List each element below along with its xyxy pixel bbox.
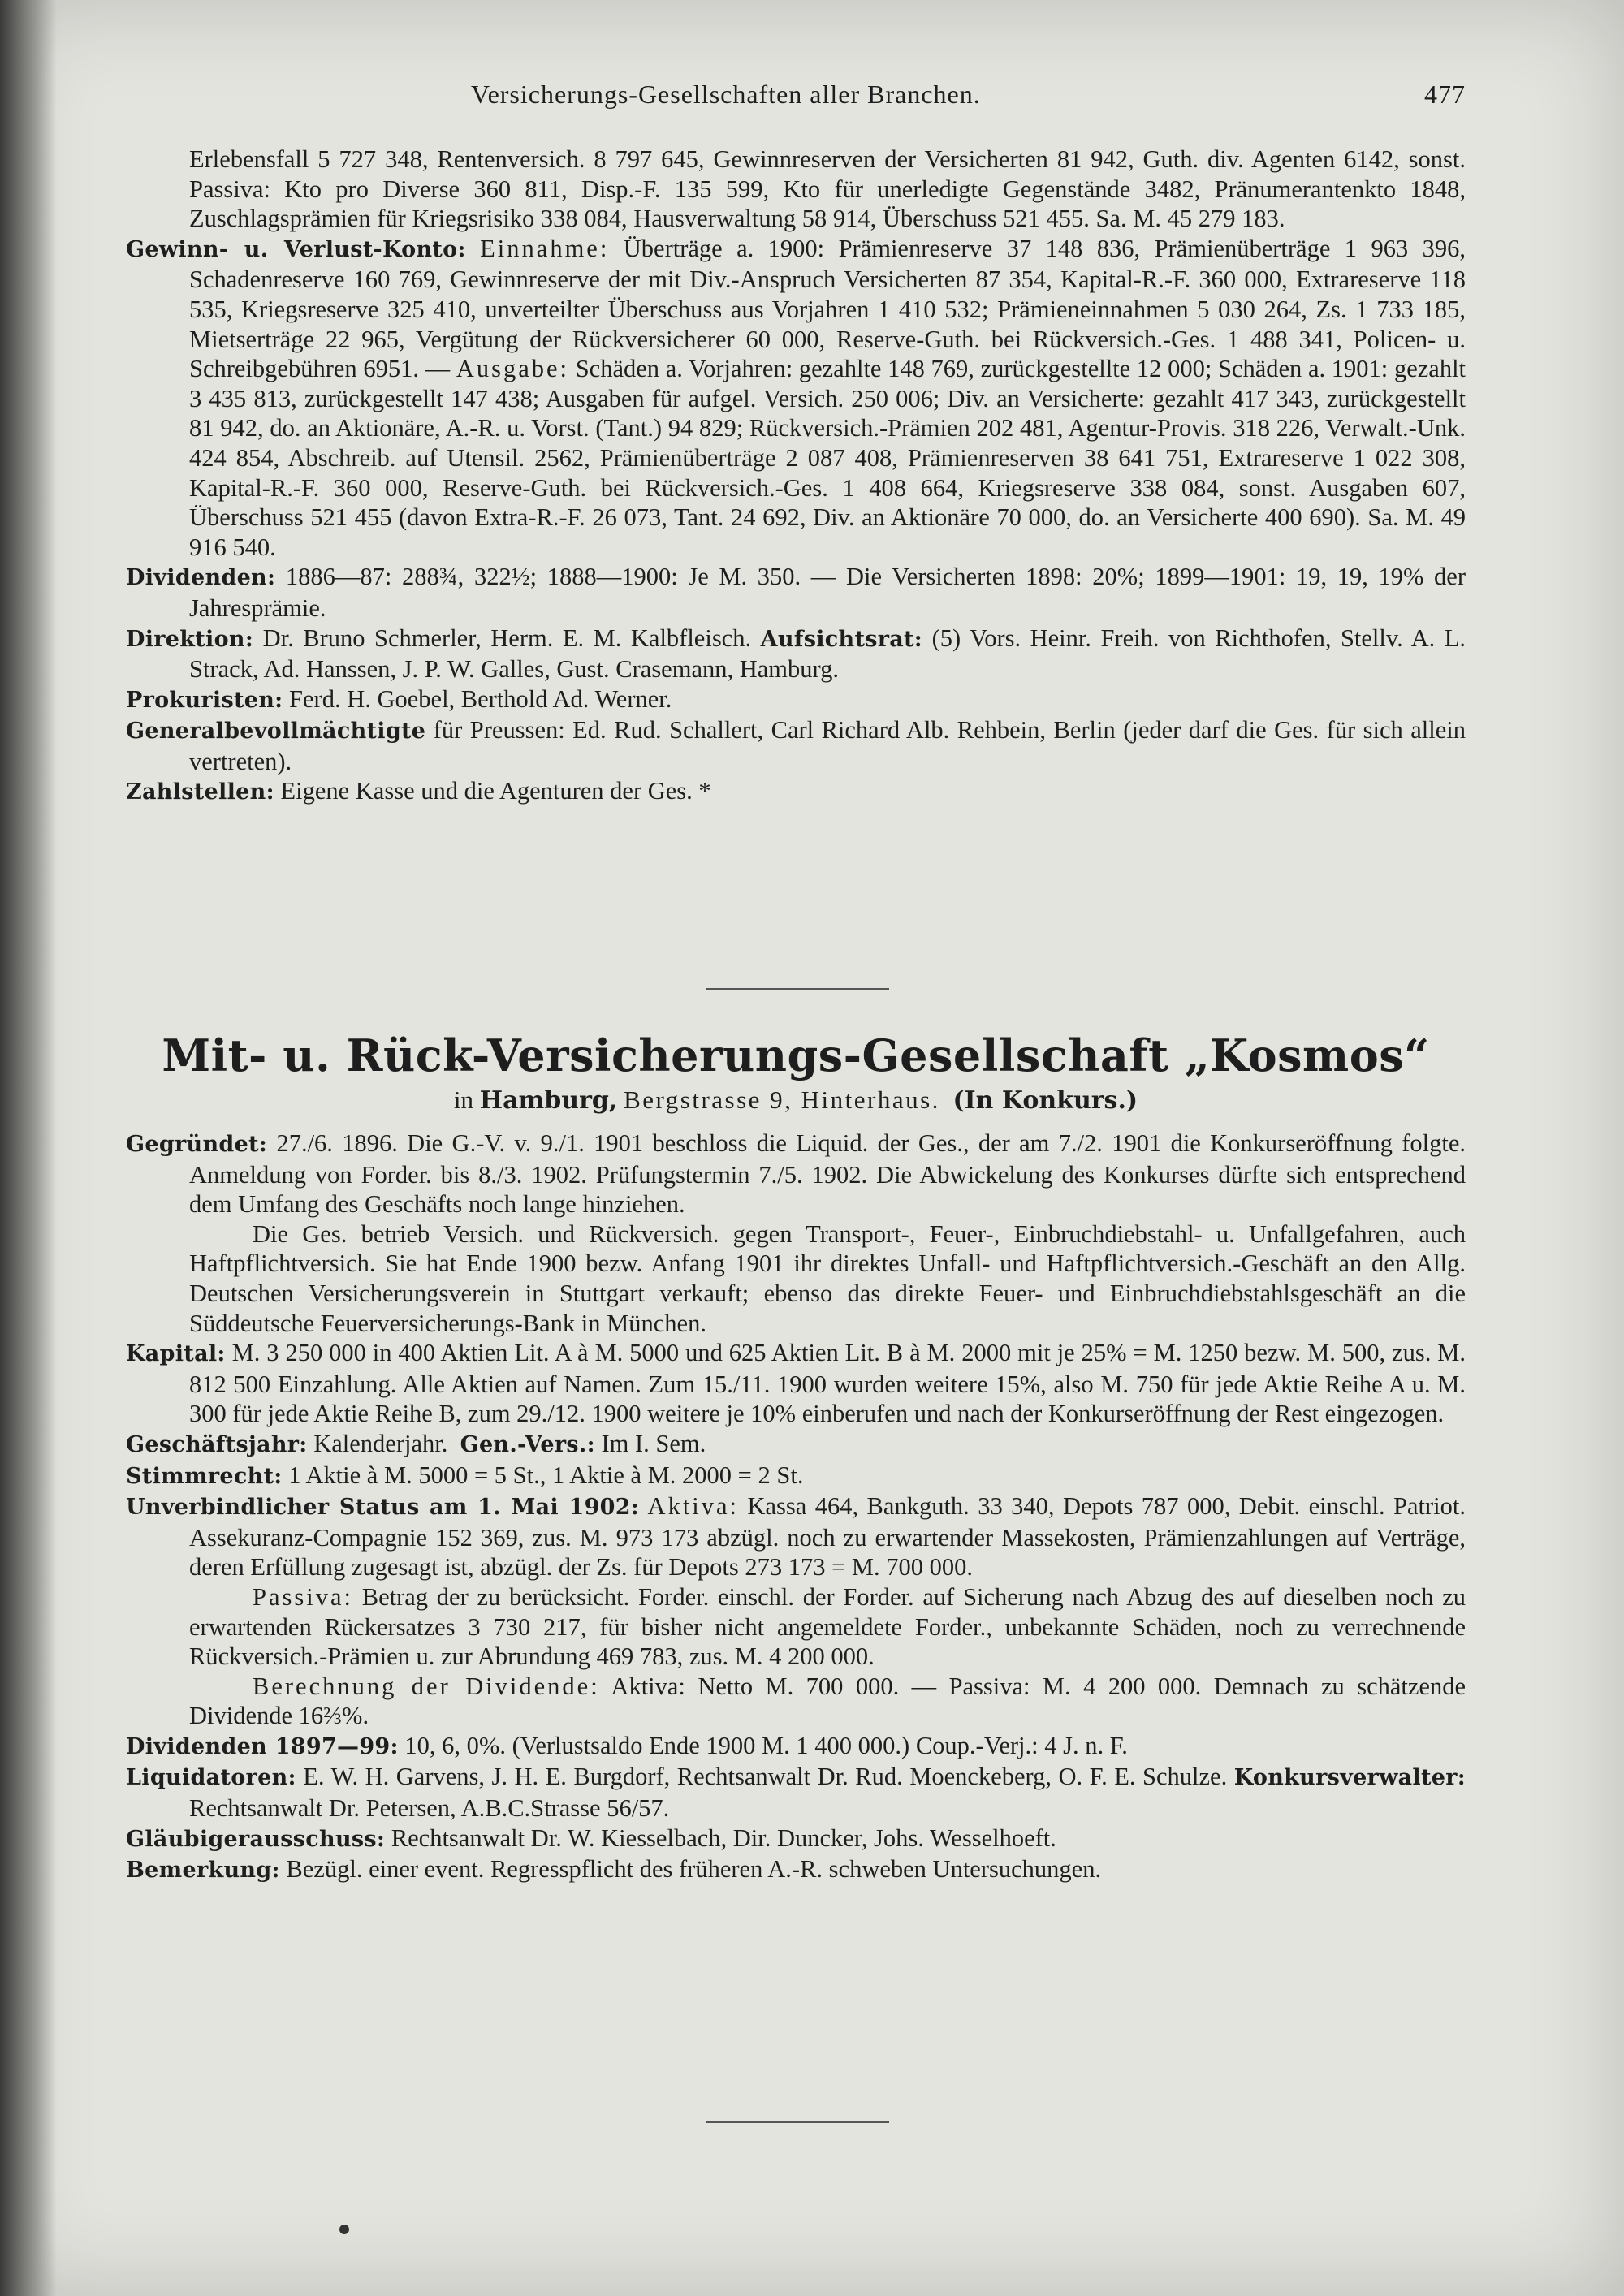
berechnung-dividende: Berechnung der Dividende: Aktiva: Netto M. 700 000. — Passiva: M. 4 200 000. Demnach zu schätzende Dividende 16⅔%.: [189, 1672, 1466, 1730]
running-title: Versicherungs-Gesellschaften aller Branchen.: [471, 80, 981, 109]
generalbevollmaechtigte: Generalbevollmächtigte für Preussen: Ed. Rud. Schallert, Carl Richard Alb. Rehbein, Berlin (jeder darf die Ges. für sich allein vertreten).: [126, 716, 1466, 775]
binding-shadow: [0, 0, 57, 2296]
dividenden-kosmos: Dividenden 1897—99: 10, 6, 0%. (Verlustsaldo Ende 1900 M. 1 400 000.) Coup.-Verj.: 4 J. n. F.: [126, 1731, 1128, 1759]
zahlstellen: Zahlstellen: Eigene Kasse und die Agenturen der Ges. *: [126, 777, 711, 805]
status-aktiva: Unverbindlicher Status am 1. Mai 1902: Aktiva: Kassa 464, Bankguth. 33 340, Depots 787 000, Debit. einschl. Patriot. Assekuranz-Compagnie 152 369, zus. M. 973 173 abzügl. noch zu erwartender Massekosten, Prämienzahlungen auf Verträge, deren Erfüllung zugesagt ist, abzügl. der Zs. für Depots 273 173 = M. 700 000.: [126, 1492, 1466, 1582]
gv-label: Gewinn- u. Verlust-Konto:: [126, 236, 466, 262]
kosmos-entry: [126, 1129, 1466, 1886]
geschaeftsbetrieb: Die Ges. betrieb Versich. und Rückversich. gegen Transport-, Feuer-, Einbruchdiebstahl- u. Unfallgefahren, auch Haftpflichtversich. Sie hat Ende 1900 bezw. Anfang 1901 ihr direktes Unfall- und Haftpflichtversich.-Geschäft an den Allg. Deutschen Versicherungsverein in Stuttgart verkauft; ebenso das direkte Feuer- und Einbruchdiebstahlsgeschäft an die Süddeutsche Feuerversicherungs-Bank in München.: [189, 1219, 1466, 1337]
ink-dot: [339, 2225, 349, 2234]
previous-entry: [126, 145, 1466, 808]
direktion: Direktion: Dr. Bruno Schmerler, Herm. E. M. Kalbfleisch. Aufsichtsrat: (5) Vors. Heinr. Freih. von Richthofen, Stellv. A. L. Strack, Ad. Hanssen, J. P. W. Galles, Gust. Crasemann, Hamburg.: [126, 624, 1466, 684]
balance-continuation: Erlebensfall 5 727 348, Rentenversich. 8 797 645, Gewinnreserven der Versicherten 81 942, Guth. div. Agenten 6142, sonst. Passiva: Kto pro Diverse 360 811, Disp.-F. 135 599, Kto für unerledigte Gegenstände 3482, Pränumerantenkto 1848, Zuschlagsprämien für Kriegsrisiko 338 084, Hausverwaltung 58 914, Überschuss 521 455. Sa. M. 45 279 183.: [189, 145, 1466, 233]
gegruendet: Gegründet: 27./6. 1896. Die G.-V. v. 9./1. 1901 beschloss die Liquid. der Ges., der am 7./2. 1901 die Konkurseröffnung folgte. Anmeldung von Forder. bis 8./3. 1902. Prüfungstermin 7./5. 1902. Die Abwickelung des Konkurses dürfte sich entsprechend dem Umfang des Geschäfts noch lange hinziehen.: [126, 1129, 1466, 1219]
section-divider: [706, 988, 889, 990]
dividenden: Dividenden: 1886—87: 288¾, 322½; 1888—1900: Je M. 350. — Die Versicherten 1898: 20%; 1899—1901: 19, 19, 19% der Jahresprämie.: [126, 563, 1466, 622]
kapital: Kapital: M. 3 250 000 in 400 Aktien Lit. A à M. 5000 und 625 Aktien Lit. B à M. 2000 mit je 25% = M. 1250 bezw. M. 500, zus. M. 812 500 Einzahlung. Alle Aktien auf Namen. Zum 15./11. 1900 wurden weitere 15%, also M. 750 für jede Aktie Reihe A u. M. 300 für jede Aktie Reihe B, zum 29./12. 1900 weitere je 10% einberufen und nach der Konkurseröffnung der Rest eingezogen.: [126, 1339, 1466, 1428]
gewinn-verlust-konto: Gewinn- u. Verlust-Konto: Einnahme: Überträge a. 1900: Prämienreserve 37 148 836, Prämienüberträge 1 963 396, Schadenreserve 160 769, Gewinnreserve der mit Div.-Anspruch Versicherten 87 354, Kapital-R.-F. 360 000, Extrareserve 118 535, Kriegsreserve 325 410, unverteilter Überschuss aus Vorjahren 1 410 532; Prämieneinnahmen 5 030 264, Zs. 1 733 185, Mietserträge 22 965, Vergütung der Rückversicherer 60 000, Reserve-Guth. bei Rückversich.-Ges. 1 488 341, Policen- u. Schreibgebühren 6951. — Ausgabe: Schäden a. Vorjahren: gezahlte 148 769, zurückgestellte 12 000; Schäden a. 1901: gezahlt 3 435 813, zurückgestellt 147 438; Ausgaben für aufgel. Versich. 250 006; Div. an Versicherte: gezahlt 417 343, zurückgestellt 81 942, do. an Aktionäre, A.-R. u. Vorst. (Tant.) 94 829; Rückversich.-Prämien 202 481, Agentur-Provis. 318 226, Verwalt.-Unk. 424 854, Abschreib. auf Utensil. 2562, Prämienüberträge 2 087 408, Prämienreserven 38 641 751, Extrareserve 1 022 308, Kapital-R.-F. 360 000, Reserve-Guth. bei Rückversich.-Ges. 1 408 664, Kriegsreserve 338 084, sonst. Ausgaben 607, Überschuss 521 455 (davon Extra-R.-F. 26 073, Tant. 24 692, Div. an Aktionäre 70 000, do. an Versicherte 400 690). Sa. M. 49 916 540.: [126, 234, 1466, 561]
company-subtitle: in Hamburg, Bergstrasse 9, Hinterhaus. (In Konkurs.): [453, 1085, 1138, 1115]
stimmrecht: Stimmrecht: 1 Aktie à M. 5000 = 5 St., 1 Aktie à M. 2000 = 2 St.: [126, 1461, 804, 1489]
liquidatoren: Liquidatoren: E. W. H. Garvens, J. H. E. Burgdorf, Rechtsanwalt Dr. Rud. Moenckeberg, O. F. E. Schulze. Konkursverwalter: Rechtsanwalt Dr. Petersen, A.B.C.Strasse 56/57.: [126, 1763, 1466, 1823]
company-title: Mit- u. Rück-Versicherungs-Gesellschaft „Kosmos“: [162, 1029, 1430, 1081]
page-header: [126, 80, 1466, 120]
bemerkung: Bemerkung: Bezügl. einer event. Regresspflicht des früheren A.-R. schweben Untersuchungen.: [126, 1855, 1102, 1884]
bottom-divider: [706, 2121, 889, 2123]
geschaeftsjahr: Geschäftsjahr: Kalenderjahr. Gen.-Vers.: Im I. Sem.: [126, 1429, 706, 1457]
glaeubigerausschuss: Gläubigerausschuss: Rechtsanwalt Dr. W. Kiesselbach, Dir. Duncker, Johs. Wesselhoeft.: [126, 1823, 1056, 1852]
prokuristen: Prokuristen: Ferd. H. Goebel, Berthold Ad. Werner.: [126, 684, 672, 713]
page-number: 477: [1424, 80, 1466, 109]
status-passiva: Passiva: Betrag der zu berücksicht. Forder. einschl. der Forder. auf Sicherung nach Abzug des auf dieselben noch zu erwartenden Rückersatzes 3 730 217, für bisher nicht angemeldete Forder., unbekannte Schäden, noch zu verrechnende Rückversich.-Prämien u. zur Abrundung 469 783, zus. M. 4 200 000.: [189, 1582, 1466, 1671]
